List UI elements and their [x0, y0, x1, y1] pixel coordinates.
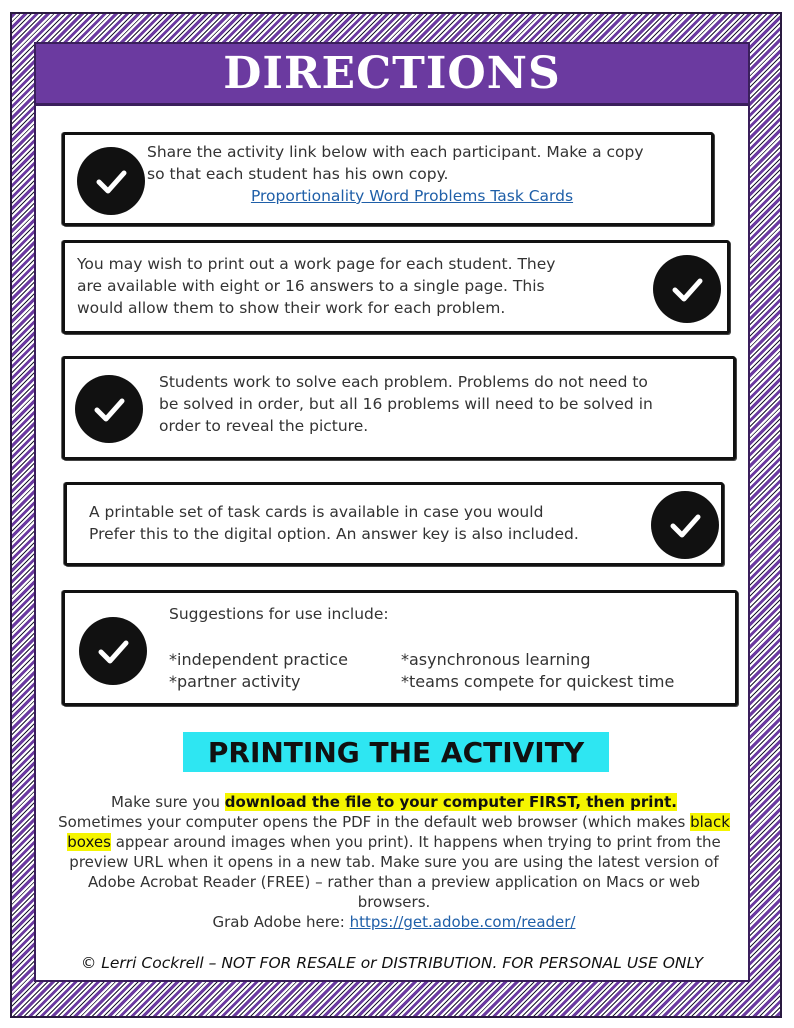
step-card-5 [62, 590, 738, 706]
step-2-line-1: You may wish to print out a work page for each student. They [77, 255, 556, 273]
suggestion-item: *teams compete for quickest time [401, 672, 675, 691]
printing-p2-post: appear around images when you print). It happens when trying to print from the preview URL when it opens in a new tab. Make sure you are using the latest version of Adobe Acrobat Reader (FREE) – rather than a preview application on Macs or web browsers. [69, 833, 721, 911]
suggestion-item: *asynchronous learning [401, 650, 591, 669]
step-card-3 [62, 356, 736, 460]
suggestion-item: *partner activity [169, 672, 301, 691]
step-2-line-2: are available with eight or 16 answers to a single page. This [77, 277, 545, 295]
page-title: DIRECTIONS [223, 48, 561, 99]
step-1-line-2: so that each student has his own copy. [147, 165, 449, 183]
step-card-1 [62, 132, 714, 226]
step-3-text [159, 371, 729, 437]
step-1-text [147, 141, 707, 207]
step-3-line-2: be solved in order, but all 16 problems will need to be solved in [159, 395, 653, 413]
step-4-line-1: A printable set of task cards is available in case you would [89, 503, 544, 521]
checkmark-icon [653, 255, 721, 323]
download-first-highlight: download the file to your computer FIRST, then print. [224, 793, 677, 811]
suggestion-item: *independent practice [169, 650, 348, 669]
step-card-2 [62, 240, 730, 334]
printing-p2-pre: Sometimes your computer opens the PDF in the default web browser (which makes [58, 813, 691, 831]
checkmark-icon [77, 147, 145, 215]
step-2-text [77, 253, 647, 319]
step-1-line-1: Share the activity link below with each participant. Make a copy [147, 143, 644, 161]
step-4-line-2: Prefer this to the digital option. An answer key is also included. [89, 525, 579, 543]
checkmark-icon [651, 491, 719, 559]
printing-section-title: PRINTING THE ACTIVITY [183, 732, 609, 772]
title-banner [36, 44, 748, 106]
task-cards-link[interactable]: Proportionality Word Problems Task Cards [250, 187, 574, 205]
suggestions-intro: Suggestions for use include: [169, 605, 389, 623]
adobe-reader-link[interactable]: https://get.adobe.com/reader/ [349, 913, 576, 931]
directions-page [34, 42, 750, 982]
step-3-line-3: order to reveal the picture. [159, 417, 369, 435]
black-boxes-highlight: black boxes [67, 813, 730, 851]
step-3-line-1: Students work to solve each problem. Problems do not need to [159, 373, 648, 391]
step-4-text [89, 501, 649, 545]
printing-instructions [58, 792, 730, 932]
checkmark-icon [79, 617, 147, 685]
printing-p1-pre: Make sure you [110, 793, 225, 811]
grab-adobe-label: Grab Adobe here: [212, 913, 350, 931]
step-card-4 [64, 482, 724, 566]
copyright-footer: © Lerri Cockrell – NOT FOR RESALE or DISTRIBUTION. FOR PERSONAL USE ONLY [80, 954, 704, 972]
checkmark-icon [75, 375, 143, 443]
step-2-line-3: would allow them to show their work for each problem. [77, 299, 506, 317]
